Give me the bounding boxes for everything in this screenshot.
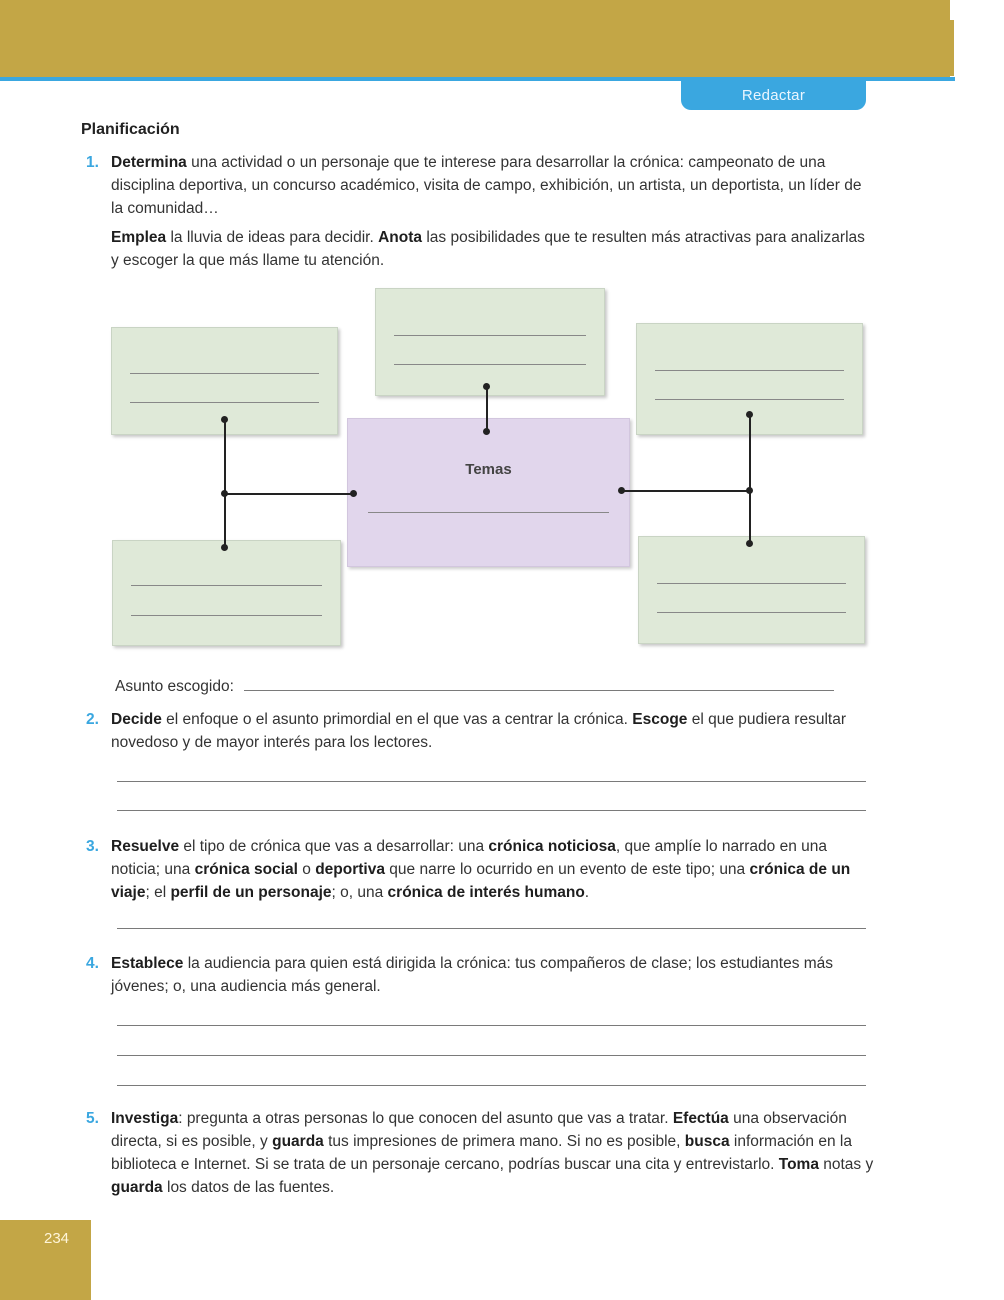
item-number: 2. (86, 711, 99, 728)
instruction-item-5 (86, 1107, 876, 1203)
answer-line[interactable] (368, 512, 609, 513)
asunto-answer-line[interactable] (244, 690, 834, 691)
item-text (111, 151, 876, 272)
idea-box-bottom-left (112, 540, 341, 646)
connector-line (224, 493, 354, 495)
bold-keyword: deportiva (315, 861, 385, 878)
text-run: la lluvia de ideas para decidir. (166, 229, 379, 246)
answer-line[interactable] (657, 583, 846, 584)
text-run: las posibilidades que te resulten más atractivas para analizarlas y escoger la que más llame tu atención. (111, 229, 865, 269)
answer-line[interactable] (117, 1055, 866, 1056)
connector-dot (746, 411, 753, 418)
bold-keyword: crónica social (194, 861, 298, 878)
bold-keyword: Efectúa (672, 1110, 729, 1127)
connector-dot (618, 487, 625, 494)
text-run: . (584, 884, 590, 901)
answer-line[interactable] (131, 585, 322, 586)
idea-box-top (375, 288, 605, 396)
connector-line (224, 420, 226, 548)
connector-dot (483, 383, 490, 390)
connector-dot (221, 490, 228, 497)
item-paragraph (111, 952, 876, 998)
instruction-item-1 (86, 151, 876, 271)
answer-line[interactable] (394, 335, 586, 336)
item-paragraph (111, 835, 876, 904)
section-heading: Planificación (81, 121, 180, 138)
bold-keyword: Decide (111, 711, 162, 728)
bold-keyword: perfil de un personaje (170, 884, 332, 901)
connector-line (749, 415, 751, 544)
text-run: : pregunta a otras personas lo que conocen del asunto que vas a tratar. (178, 1110, 673, 1127)
connector-dot (746, 540, 753, 547)
text-run: tus impresiones de primera mano. Si no es posible, (323, 1133, 685, 1150)
text-run: la audiencia para quien está dirigida la crónica: tus compañeros de clase; los estudiantes más jóvenes; o, una audiencia más general. (111, 955, 834, 995)
header-band-edge (930, 20, 954, 76)
answer-line[interactable] (130, 373, 319, 374)
answer-line[interactable] (657, 612, 846, 613)
connector-dot (350, 490, 357, 497)
text-run: notas y (818, 1156, 874, 1173)
topics-title: Temas (465, 461, 512, 478)
item-number: 5. (86, 1110, 99, 1127)
item-paragraph (111, 151, 876, 220)
topics-center-box (347, 418, 630, 567)
connector-line (486, 387, 488, 432)
text-run: información en la biblioteca e Internet. Si se trata de un personaje cercano, podrías buscar una cita y entrevistarlo. (111, 1133, 852, 1173)
page-number: 234 (44, 1230, 70, 1247)
idea-box-bottom-right (638, 536, 865, 644)
bold-keyword: crónica noticiosa (488, 838, 616, 855)
answer-line[interactable] (117, 781, 866, 782)
section-tab-redactar: Redactar (681, 80, 866, 110)
answer-line[interactable] (117, 928, 866, 929)
text-run: que narre lo ocurrido en un evento de este tipo; una (384, 861, 750, 878)
text-run: ; el (145, 884, 171, 901)
text-run: el que pudiera resultar novedoso y de mayor interés para los lectores. (111, 711, 846, 751)
bold-keyword: Anota (378, 229, 423, 246)
text-run: una actividad o un personaje que te interese para desarrollar la crónica: campeonato de una disciplina deportiva, un concurso académico, visita de campo, exhibición, un artista, un deportista, un líder de la comunidad… (111, 154, 862, 217)
bold-keyword: Toma (778, 1156, 819, 1173)
bold-keyword: Escoge (632, 711, 688, 728)
item-text (111, 835, 876, 904)
text-run: o (297, 861, 316, 878)
instruction-item-2 (86, 708, 876, 758)
answer-line[interactable] (394, 364, 586, 365)
bold-keyword: Determina (111, 154, 187, 171)
bold-keyword: guarda (272, 1133, 324, 1150)
item-paragraph (111, 1107, 876, 1199)
item-number: 3. (86, 838, 99, 855)
connector-dot (221, 544, 228, 551)
header-band (0, 0, 950, 80)
item-paragraph (111, 226, 876, 272)
connector-dot (483, 428, 490, 435)
answer-line[interactable] (655, 370, 844, 371)
bold-keyword: busca (684, 1133, 730, 1150)
bold-keyword: Resuelve (111, 838, 180, 855)
item-number: 1. (86, 154, 99, 171)
bold-keyword: Emplea (111, 229, 167, 246)
bold-keyword: Investiga (111, 1110, 179, 1127)
text-run: el tipo de crónica que vas a desarrollar: una (179, 838, 489, 855)
instruction-item-3 (86, 835, 876, 910)
bold-keyword: crónica de interés humano (387, 884, 585, 901)
connector-line (622, 490, 750, 492)
bold-keyword: guarda (111, 1179, 163, 1196)
text-run: ; o, una (331, 884, 388, 901)
answer-line[interactable] (655, 399, 844, 400)
text-run: una observación directa, si es posible, y (111, 1110, 847, 1150)
item-text (111, 952, 876, 998)
answer-line[interactable] (130, 402, 319, 403)
connector-dot (221, 416, 228, 423)
answer-line[interactable] (117, 1025, 866, 1026)
text-run: el enfoque o el asunto primordial en el que vas a centrar la crónica. (161, 711, 633, 728)
instruction-item-4 (86, 952, 876, 1002)
item-number: 4. (86, 955, 99, 972)
bold-keyword: Establece (111, 955, 184, 972)
text-run: , que amplíe lo narrado en una noticia; una (111, 838, 828, 878)
answer-line[interactable] (131, 615, 322, 616)
asunto-label: Asunto escogido: (115, 678, 234, 695)
item-paragraph (111, 708, 876, 754)
item-text (111, 708, 876, 754)
answer-line[interactable] (117, 1085, 866, 1086)
connector-dot (746, 487, 753, 494)
answer-line[interactable] (117, 810, 866, 811)
item-text (111, 1107, 876, 1199)
bold-keyword: crónica de un viaje (111, 861, 851, 901)
text-run: los datos de las fuentes. (162, 1179, 335, 1196)
